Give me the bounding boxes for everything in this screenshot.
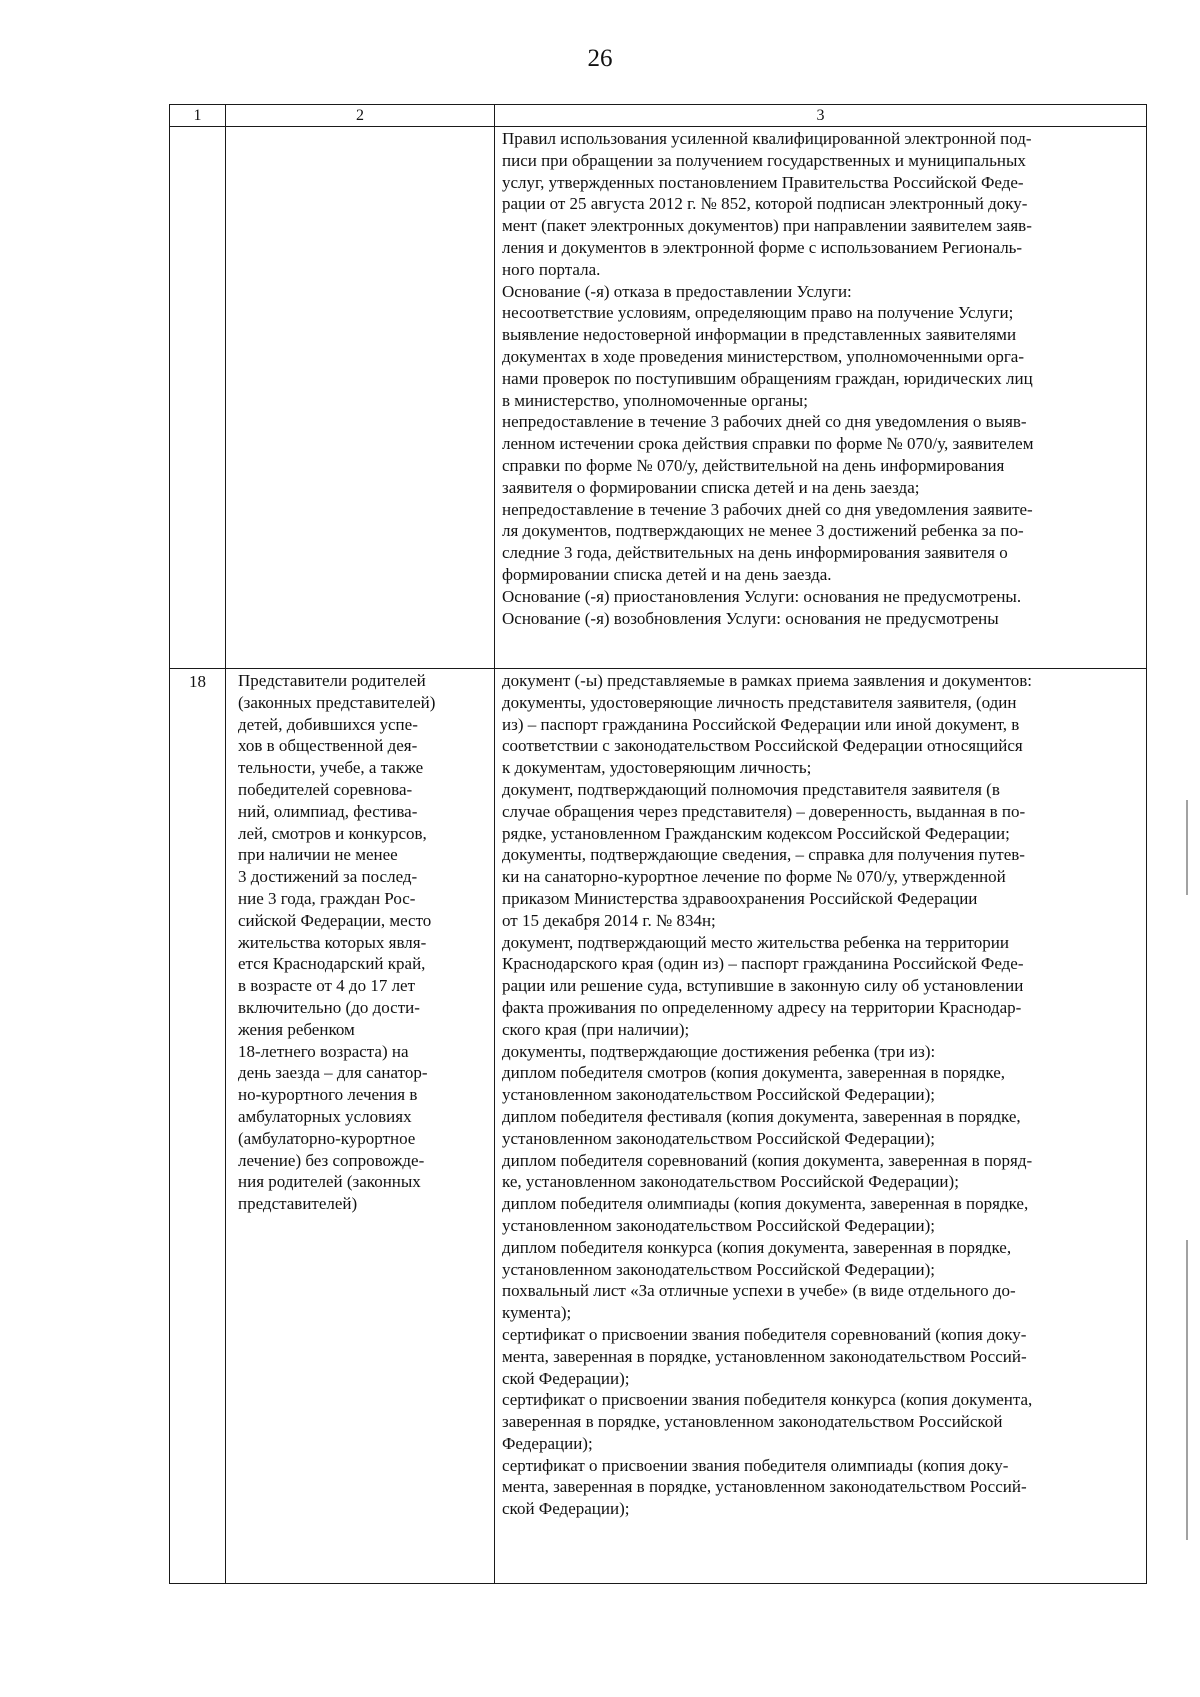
document-line: писи при обращении за получением государственных и муниципальных [502, 150, 1026, 170]
document-line: мента, заверенная в порядке, установленном законодательством Россий- [502, 1346, 1027, 1366]
category-line: представителей) [238, 1194, 358, 1214]
header-col-1: 1 [170, 105, 226, 127]
document-line: сертификат о присвоении звания победителя соревнований (копия доку- [502, 1324, 1027, 1344]
document-line: в министерство, уполномоченные органы; [502, 390, 808, 410]
header-col-3: 3 [495, 105, 1147, 127]
document-line: соответствии с законодательством Российской Федерации относящийся [502, 736, 1023, 756]
document-line: непредоставление в течение 3 рабочих дней со дня уведомления о выяв- [502, 412, 1027, 432]
document-line: непредоставление в течение 3 рабочих дней со дня уведомления заявите- [502, 499, 1033, 519]
category-line: детей, добившихся успе- [238, 714, 418, 734]
category-line: 3 достижений за послед- [238, 867, 418, 887]
applicant-category [226, 669, 495, 1584]
category-line: жения ребенком [238, 1019, 355, 1039]
scan-edge-mark [1186, 800, 1188, 895]
document-line: формировании списка детей и на день заезда. [502, 564, 832, 584]
category-line: хов в общественной дея- [238, 736, 418, 756]
document-line: установленном законодательством Российской Федерации); [502, 1259, 936, 1279]
document-line: ской Федерации); [502, 1368, 630, 1388]
documents-cell [495, 669, 1147, 1584]
document-line: факта проживания по определенному адресу на территории Краснодар- [502, 997, 1022, 1017]
row-number: 18 [170, 669, 226, 1584]
document-line: выявление недостоверной информации в представленных заявителями [502, 325, 1017, 345]
document-line: заявителя о формировании списка детей и на день заезда; [502, 477, 920, 497]
category-line: (законных представителей) [238, 692, 436, 712]
document-line: сертификат о присвоении звания победителя олимпиады (копия доку- [502, 1455, 1009, 1475]
document-line: мента, заверенная в порядке, установленном законодательством Россий- [502, 1477, 1027, 1497]
category-line: включительно (до дости- [238, 997, 420, 1017]
document-line: ля документов, подтверждающих не менее 3 достижений ребенка за по- [502, 521, 1024, 541]
category-line: при наличии не менее [238, 845, 398, 865]
document-line: Правил использования усиленной квалифицированной электронной под- [502, 129, 1032, 148]
document-line: от 15 декабря 2014 г. № 834н; [502, 910, 716, 930]
table-row [170, 127, 1147, 669]
category-line: ния родителей (законных [238, 1172, 421, 1192]
document-line: заверенная в порядке, установленном законодательством Российской [502, 1412, 1003, 1432]
document-line: Краснодарского края (один из) – паспорт гражданина Российской Феде- [502, 954, 1024, 974]
document-line: документах в ходе проведения министерством, уполномоченными орга- [502, 346, 1025, 366]
document-line: рации от 25 августа 2012 г. № 852, которой подписан электронный доку- [502, 194, 1028, 214]
scan-edge-mark [1186, 1240, 1188, 1540]
document-line: документы, подтверждающие достижения ребенка (три из): [502, 1041, 936, 1061]
document-line: несоответствие условиям, определяющим право на получение Услуги; [502, 303, 1014, 323]
document-line: диплом победителя олимпиады (копия документа, заверенная в порядке, [502, 1194, 1029, 1214]
documents-cell [495, 127, 1147, 669]
document-line: Основание (-я) приостановления Услуги: основания не предусмотрены. [502, 586, 1022, 606]
category-line: но-курортного лечения в [238, 1085, 418, 1105]
category-line: ний, олимпиад, фестива- [238, 801, 418, 821]
document-line: диплом победителя фестиваля (копия документа, заверенная в порядке, [502, 1106, 1021, 1126]
category-line: ние 3 года, граждан Рос- [238, 888, 416, 908]
document-line: кумента); [502, 1303, 572, 1323]
document-line: нами проверок по поступившим обращениям граждан, юридических лиц [502, 368, 1033, 388]
document-line: документы, удостоверяющие личность представителя заявителя, (один [502, 692, 1017, 712]
document-line: справки по форме № 070/у, действительной на день информирования [502, 455, 1005, 475]
page-number: 26 [587, 45, 613, 72]
table-row [170, 669, 1147, 1584]
document-line: мент (пакет электронных документов) при направлении заявителем заяв- [502, 216, 1032, 236]
category-line: сийской Федерации, место [238, 910, 432, 930]
document-line: документ, подтверждающий место жительства ребенка на территории [502, 932, 1009, 952]
document-line: ке, установленном законодательством Российской Федерации); [502, 1172, 959, 1192]
category-line: в возрасте от 4 до 17 лет [238, 976, 416, 996]
category-line: (амбулаторно-курортное [238, 1128, 416, 1148]
document-line: диплом победителя смотров (копия документа, заверенная в порядке, [502, 1063, 1006, 1083]
document-line: документ (-ы) представляемые в рамках приема заявления и документов: [502, 671, 1032, 690]
category-line: амбулаторных условиях [238, 1106, 412, 1126]
document-line: Федерации); [502, 1433, 593, 1453]
document-line: к документам, удостоверяющим личность; [502, 758, 812, 778]
document-line: установленном законодательством Российской Федерации); [502, 1128, 936, 1148]
document-line: ки на санаторно-курортное лечение по форме № 070/у, утвержденной [502, 867, 1006, 887]
document-line: диплом победителя конкурса (копия документа, заверенная в порядке, [502, 1237, 1012, 1257]
services-table [169, 104, 1147, 1584]
document-line: приказом Министерства здравоохранения Российской Федерации [502, 888, 978, 908]
document-line: ской Федерации); [502, 1499, 630, 1519]
document-line: установленном законодательством Российской Федерации); [502, 1085, 936, 1105]
document-line: Основание (-я) возобновления Услуги: основания не предусмотрены [502, 608, 999, 628]
document-line: рядке, установленном Гражданским кодексом Российской Федерации; [502, 823, 1010, 843]
document-line: следние 3 года, действительных на день информирования заявителя о [502, 543, 1008, 563]
category-line: лей, смотров и конкурсов, [238, 823, 427, 843]
document-line: ного портала. [502, 259, 601, 279]
document-line: установленном законодательством Российской Федерации); [502, 1215, 936, 1235]
document-line: случае обращения через представителя) – доверенность, выданная в по- [502, 801, 1026, 821]
applicant-category [226, 127, 495, 669]
row-number [170, 127, 226, 669]
document-line: похвальный лист «За отличные успехи в учебе» (в виде отдельного до- [502, 1281, 1016, 1301]
category-line: победителей соревнова- [238, 779, 413, 799]
document-line: услуг, утвержденных постановлением Правительства Российской Феде- [502, 172, 1024, 192]
document-line: ленном истечении срока действия справки по форме № 070/у, заявителем [502, 434, 1034, 454]
table-header-row [170, 105, 1147, 127]
category-line: 18-летнего возраста) на [238, 1041, 409, 1061]
category-line: жительства которых явля- [238, 932, 427, 952]
document-line: документ, подтверждающий полномочия представителя заявителя (в [502, 779, 1000, 799]
header-col-2: 2 [226, 105, 495, 127]
category-line: ется Краснодарский край, [238, 954, 426, 974]
document-line: Основание (-я) отказа в предоставлении Услуги: [502, 281, 852, 301]
category-line: день заезда – для санатор- [238, 1063, 428, 1083]
document-line: документы, подтверждающие сведения, – справка для получения путев- [502, 845, 1025, 865]
document-line: ского края (при наличии); [502, 1019, 690, 1039]
document-line: рации или решение суда, вступившие в законную силу об установлении [502, 976, 1024, 996]
category-line: Представители родителей [238, 671, 426, 690]
category-line: тельности, учебе, а также [238, 758, 424, 778]
document-line: из) – паспорт гражданина Российской Федерации или иной документ, в [502, 714, 1020, 734]
document-line: диплом победителя соревнований (копия документа, заверенная в поряд- [502, 1150, 1033, 1170]
category-line: лечение) без сопровожде- [238, 1150, 425, 1170]
document-line: ления и документов в электронной форме с использованием Региональ- [502, 237, 1023, 257]
document-line: сертификат о присвоении звания победителя конкурса (копия документа, [502, 1390, 1033, 1410]
